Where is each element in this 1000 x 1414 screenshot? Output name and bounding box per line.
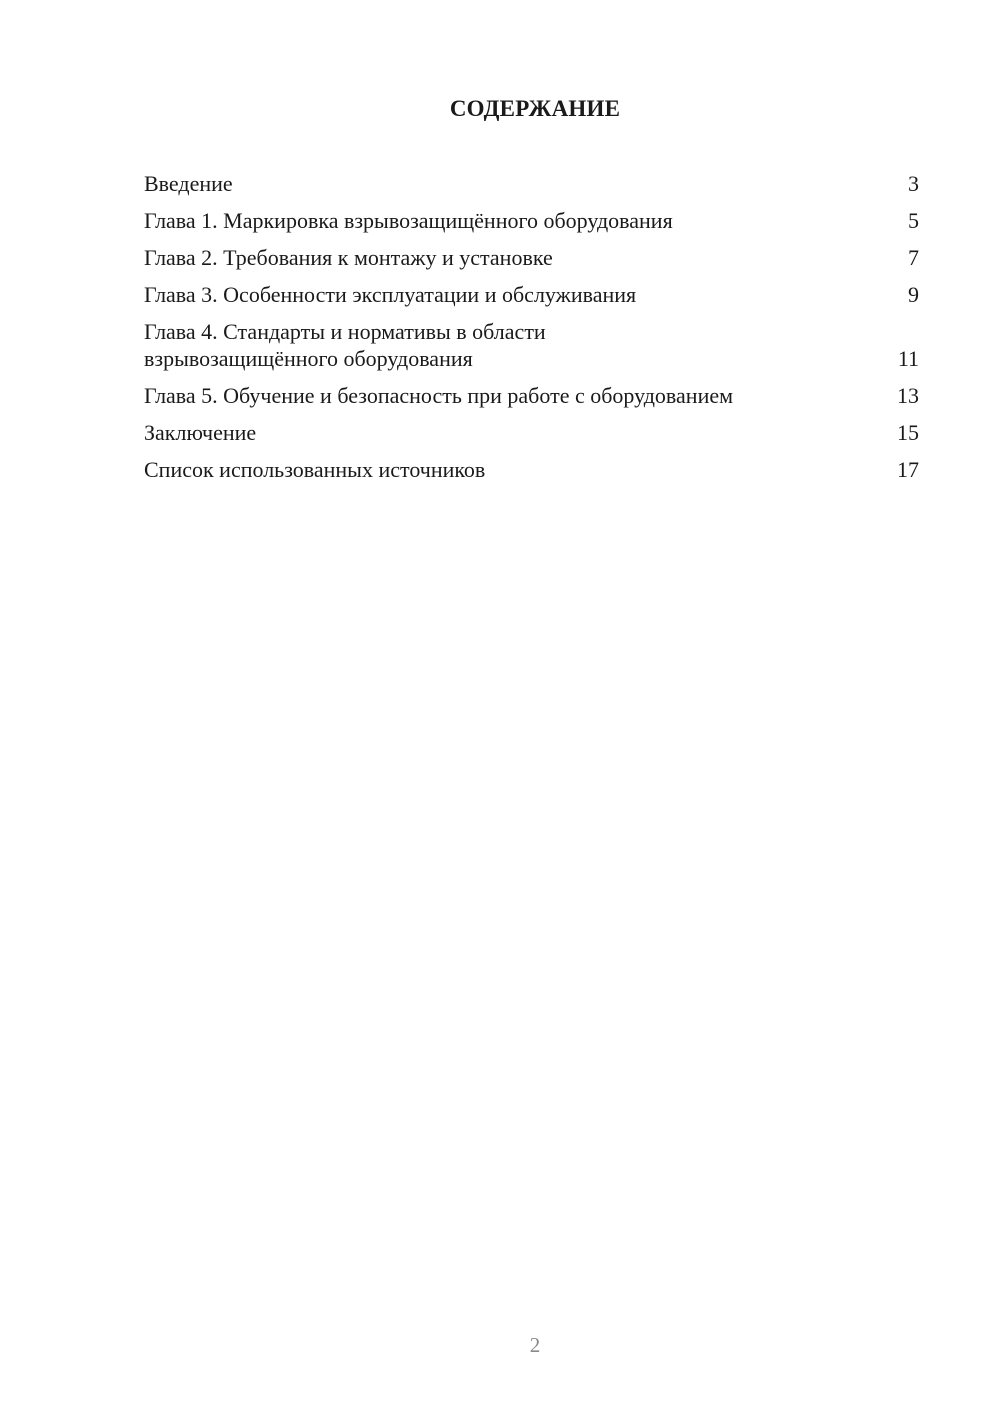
toc-entry-page-number: 13	[897, 383, 919, 408]
toc-entry-label: Заключение	[144, 420, 257, 445]
toc-entry-label: Глава 4. Стандарты и нормативы в области взрывозащищённого оборудования	[144, 319, 546, 371]
toc-entry-label: Введение	[144, 171, 233, 196]
page-number: 2	[529, 1333, 541, 1357]
toc-entry-chapter-3[interactable]	[144, 281, 919, 308]
toc-entry-chapter-1[interactable]	[144, 207, 919, 234]
toc-entry-page-number: 17	[897, 457, 919, 482]
toc-entry-page-number: 11	[897, 346, 919, 371]
toc-entry-chapter-5[interactable]	[144, 382, 919, 409]
table-of-contents	[144, 170, 919, 493]
toc-entry-chapter-4[interactable]	[144, 318, 919, 372]
toc-entry-page-number: 3	[908, 171, 919, 196]
toc-entry-label: Глава 2. Требования к монтажу и установке	[144, 245, 553, 270]
toc-entry-chapter-2[interactable]	[144, 244, 919, 271]
toc-entry-page-number: 7	[908, 245, 919, 270]
toc-entry-introduction[interactable]	[144, 170, 919, 197]
toc-entry-page-number: 5	[908, 208, 919, 233]
toc-entry-label: Список использованных источников	[144, 457, 486, 482]
toc-entry-references[interactable]	[144, 456, 919, 483]
toc-entry-label: Глава 1. Маркировка взрывозащищённого оборудования	[144, 208, 673, 233]
toc-entry-label: Глава 5. Обучение и безопасность при работе с оборудованием	[144, 383, 734, 408]
toc-entry-page-number: 15	[897, 420, 919, 445]
page-title: СОДЕРЖАНИЕ	[449, 96, 621, 121]
toc-entry-label: Глава 3. Особенности эксплуатации и обслуживания	[144, 282, 637, 307]
toc-entry-conclusion[interactable]	[144, 419, 919, 446]
toc-entry-page-number: 9	[908, 282, 919, 307]
